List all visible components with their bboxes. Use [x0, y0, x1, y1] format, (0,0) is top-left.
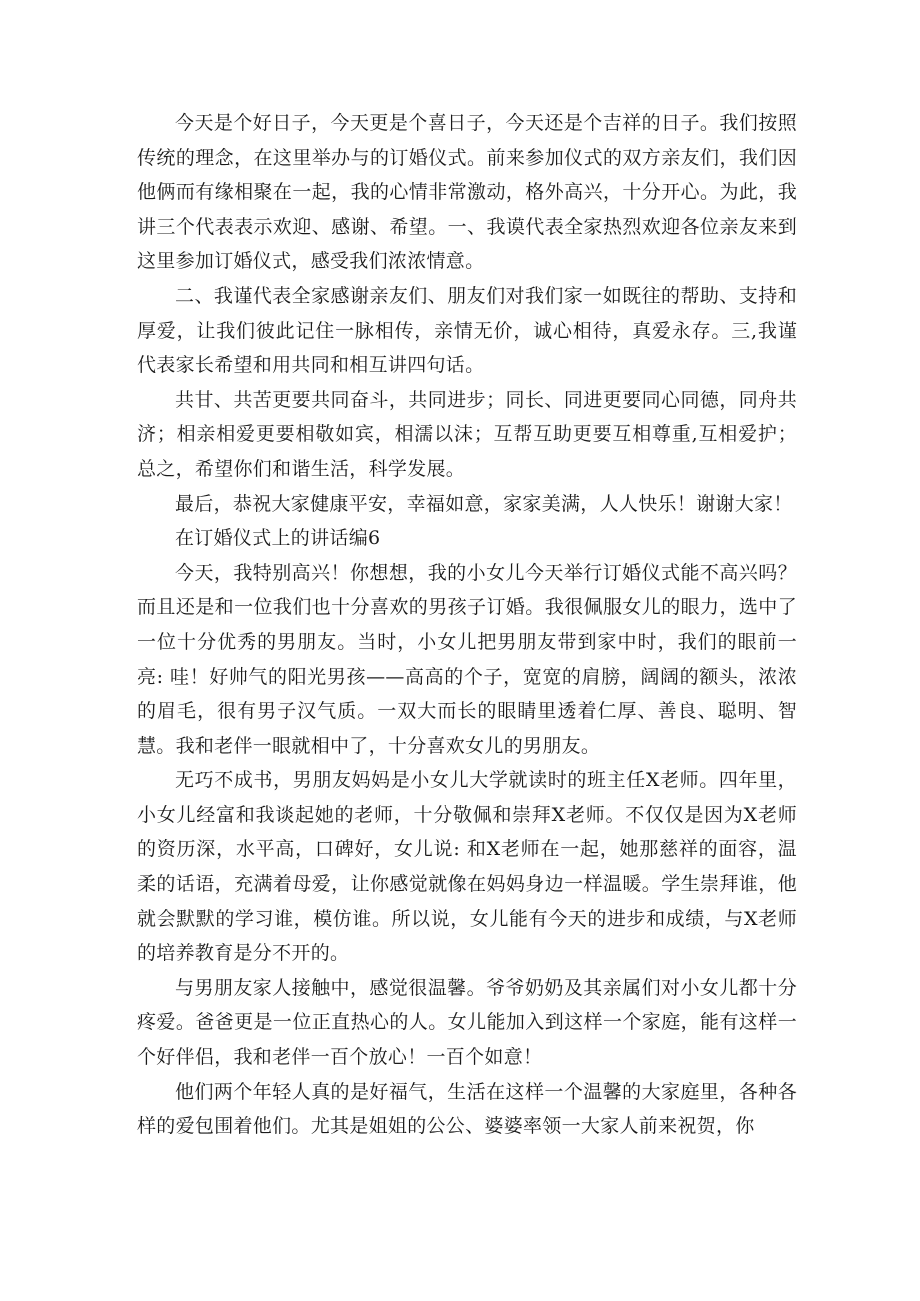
paragraph: 无巧不成书，男朋友妈妈是小女儿大学就读时的班主任X老师。四年里，小女儿经富和我谈起她的老师，十分敬佩和崇拜X老师。不仅仅是因为X老师的资历深，水平高，口碑好，女儿说: 和X老师在一起，她那慈祥的面容，温柔的话语，充满着母爱，让你感觉就像在妈妈身边一样温暖。学生崇拜谁，他就会默默的学习谁，模仿谁。所以说，女儿能有今天的进步和成绩，与X老师的培养教育是分不开的。: [137, 769, 797, 965]
paragraph: 共甘、共苦更要共同奋斗，共同进步；同长、同进更要同心同德，同舟共济；相亲相爱更要相敬如宾，相濡以沫；互帮互助更要互相尊重,互相爱护；总之，希望你们和谐生活，科学发展。: [137, 388, 797, 480]
paragraph: 今天是个好日子，今天更是个喜日子，今天还是个吉祥的日子。我们按照传统的理念，在这里举办与的订婚仪式。前来参加仪式的双方亲友们，我们因他俩而有缘相聚在一起，我的心情非常激动，格外高兴，十分开心。为此，我讲三个代表表示欢迎、感谢、希望。一、我谟代表全家热烈欢迎各位亲友来到这里参加订婚仪式，感受我们浓浓情意。: [137, 112, 797, 273]
paragraph: 最后，恭祝大家健康平安，幸福如意，家家美满，人人快乐！谢谢大家！: [175, 492, 793, 515]
paragraph: 与男朋友家人接触中，感觉很温馨。爷爷奶奶及其亲属们对小女儿都十分疼爱。爸爸更是一位正直热心的人。女儿能加入到这样一个家庭，能有这样一个好伴侣，我和老伴一百个放心！一百个如意！: [137, 976, 797, 1069]
paragraph: 二、我谨代表全家感谢亲友们、朋友们对我们家一如既往的帮助、支持和厚爱，让我们彼此记住一脉相传，亲情无价，诚心相待，真爱永存。三,我谨代表家长希望和用共同和相互讲四句话。: [137, 284, 797, 377]
document-page: [137, 106, 797, 1144]
section-heading: 在订婚仪式上的讲话编6: [175, 527, 381, 550]
paragraph: 今天，我特别高兴！你想想，我的小女儿今天举行订婚仪式能不高兴吗？而且还是和一位我们也十分喜欢的男孩子订婚。我很佩服女儿的眼力，选中了一位十分优秀的男朋友。当时，小女儿把男朋友带到家中时，我们的眼前一亮: 哇！好帅气的阳光男孩——高高的个子，宽宽的肩膀，阔阔的额头，浓浓的眉毛，很有男子汉气质。一双大而长的眼睛里透着仁厚、善良、聪明、智慧。我和老伴一眼就相中了，十分喜欢女儿的男朋友。: [137, 561, 797, 757]
paragraph: 他们两个年轻人真的是好福气，生活在这样一个温馨的大家庭里，各种各样的爱包围着他们。尤其是姐姐的公公、婆婆率领一大家人前来祝贺，你: [137, 1080, 797, 1138]
